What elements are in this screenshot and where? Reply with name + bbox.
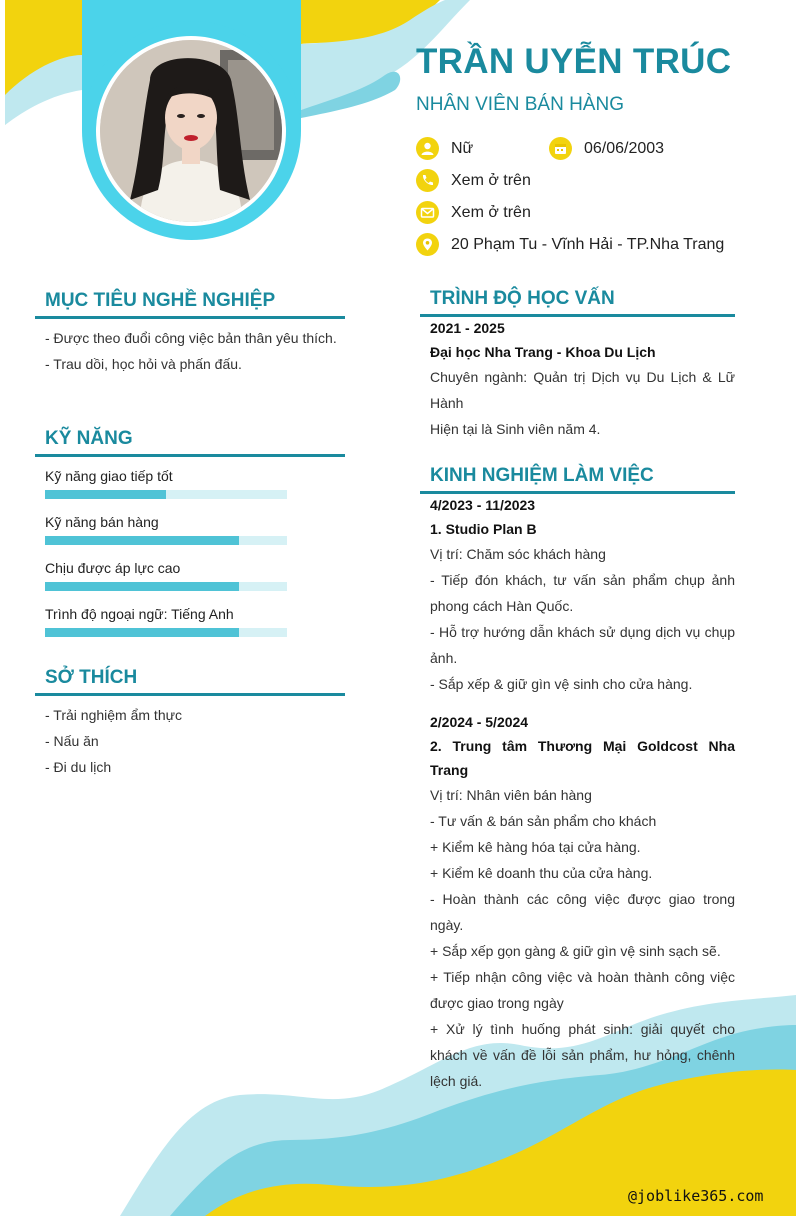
address-row — [416, 233, 724, 256]
job-line: + Xử lý tình huống phát sinh: giải quyết cho khách về vấn đề lỗi sản phẩm, hư hỏng, chênh lệch giá. — [430, 1021, 735, 1089]
skill-label: Trình độ ngoại ngữ: Tiếng Anh — [45, 606, 234, 622]
objective-divider — [35, 316, 345, 319]
job-title: NHÂN VIÊN BÁN HÀNG — [416, 94, 624, 115]
hobbies-divider — [35, 693, 345, 696]
email-value: Xem ở trên — [451, 203, 531, 221]
phone-value: Xem ở trên — [451, 171, 531, 189]
skill-label: Chịu được áp lực cao — [45, 560, 181, 576]
job-position: Vị trí: Chăm sóc khách hàng — [430, 546, 606, 562]
skill-bar — [45, 536, 287, 545]
job-line: - Tiếp đón khách, tư vấn sản phẩm chụp ảnh phong cách Hàn Quốc. — [430, 572, 735, 614]
education-school: Đại học Nha Trang - Khoa Du Lịch — [430, 344, 656, 360]
job-line: - Hỗ trợ hướng dẫn khách sử dụng dịch vụ chụp ảnh. — [430, 624, 735, 666]
job-line: + Sắp xếp gọn gàng & giữ gìn vệ sinh sạch sẽ. — [430, 943, 721, 959]
job-company: 1. Studio Plan B — [430, 521, 537, 537]
skills-title: KỸ NĂNG — [45, 428, 133, 449]
skill-label: Kỹ năng giao tiếp tốt — [45, 468, 173, 484]
skill-bar — [45, 582, 287, 591]
skill-bar-fill — [45, 536, 239, 545]
skill-bar — [45, 628, 287, 637]
birthday-value: 06/06/2003 — [584, 139, 665, 157]
job-line: + Tiếp nhận công việc và hoàn thành công việc được giao trong ngày — [430, 969, 735, 1011]
objective-text — [45, 325, 345, 377]
gender-value: Nữ — [451, 139, 474, 157]
skill-bar-fill — [45, 628, 239, 637]
job-block — [430, 493, 735, 697]
gender-row — [416, 137, 473, 160]
hobbies-title: SỞ THÍCH — [45, 667, 138, 688]
user-icon — [416, 137, 439, 160]
objective-line: - Trau dồi, học hỏi và phấn đấu. — [45, 356, 242, 372]
job-line: - Sắp xếp & giữ gìn vệ sinh cho cửa hàng. — [430, 676, 693, 692]
education-major: Chuyên ngành: Quản trị Dịch vụ Du Lịch & Lữ Hành — [430, 369, 735, 411]
objective-line: - Được theo đuổi công việc bản thân yêu thích. — [45, 330, 337, 346]
job-period: 4/2023 - 11/2023 — [430, 497, 536, 513]
job-line: + Kiểm kê doanh thu của cửa hàng. — [430, 865, 653, 881]
mail-icon — [416, 201, 439, 224]
job-company: 2. Trung tâm Thương Mại Goldcost Nha Trang — [430, 738, 735, 778]
birthday-row — [549, 137, 664, 160]
job-line: - Hoàn thành các công việc được giao trong ngày. — [430, 891, 735, 933]
hobby-item: - Nấu ăn — [45, 733, 99, 749]
job-block — [430, 710, 735, 1094]
address-value: 20 Phạm Tu - Vĩnh Hải - TP.Nha Trang — [451, 235, 725, 253]
calendar-icon — [549, 137, 572, 160]
education-period: 2021 - 2025 — [430, 320, 505, 336]
skills-divider — [35, 454, 345, 457]
job-line: - Tư vấn & bán sản phẩm cho khách — [430, 813, 657, 829]
phone-row — [416, 169, 531, 192]
phone-icon — [416, 169, 439, 192]
skill-bar-fill — [45, 490, 166, 499]
hobby-item: - Trải nghiệm ẩm thực — [45, 707, 182, 723]
candidate-name: TRẦN UYỄN TRÚC — [416, 42, 732, 81]
education-title: TRÌNH ĐỘ HỌC VẤN — [430, 288, 615, 309]
experience-title: KINH NGHIỆM LÀM VIỆC — [430, 465, 654, 486]
location-icon — [416, 233, 439, 256]
hobbies-list — [45, 702, 345, 780]
profile-photo — [100, 40, 282, 222]
job-period: 2/2024 - 5/2024 — [430, 714, 529, 730]
email-row — [416, 201, 531, 224]
job-line: + Kiểm kê hàng hóa tại cửa hàng. — [430, 839, 641, 855]
skill-label: Kỹ năng bán hàng — [45, 514, 159, 530]
skill-bar-fill — [45, 582, 239, 591]
skill-bar — [45, 490, 287, 499]
hobby-item: - Đi du lịch — [45, 759, 112, 775]
education-status: Hiện tại là Sinh viên năm 4. — [430, 421, 601, 437]
job-position: Vị trí: Nhân viên bán hàng — [430, 787, 592, 803]
footer-brand[interactable]: @joblike365.com — [628, 1187, 764, 1205]
objective-title: MỤC TIÊU NGHỀ NGHIỆP — [45, 290, 276, 311]
education-block — [430, 316, 735, 442]
